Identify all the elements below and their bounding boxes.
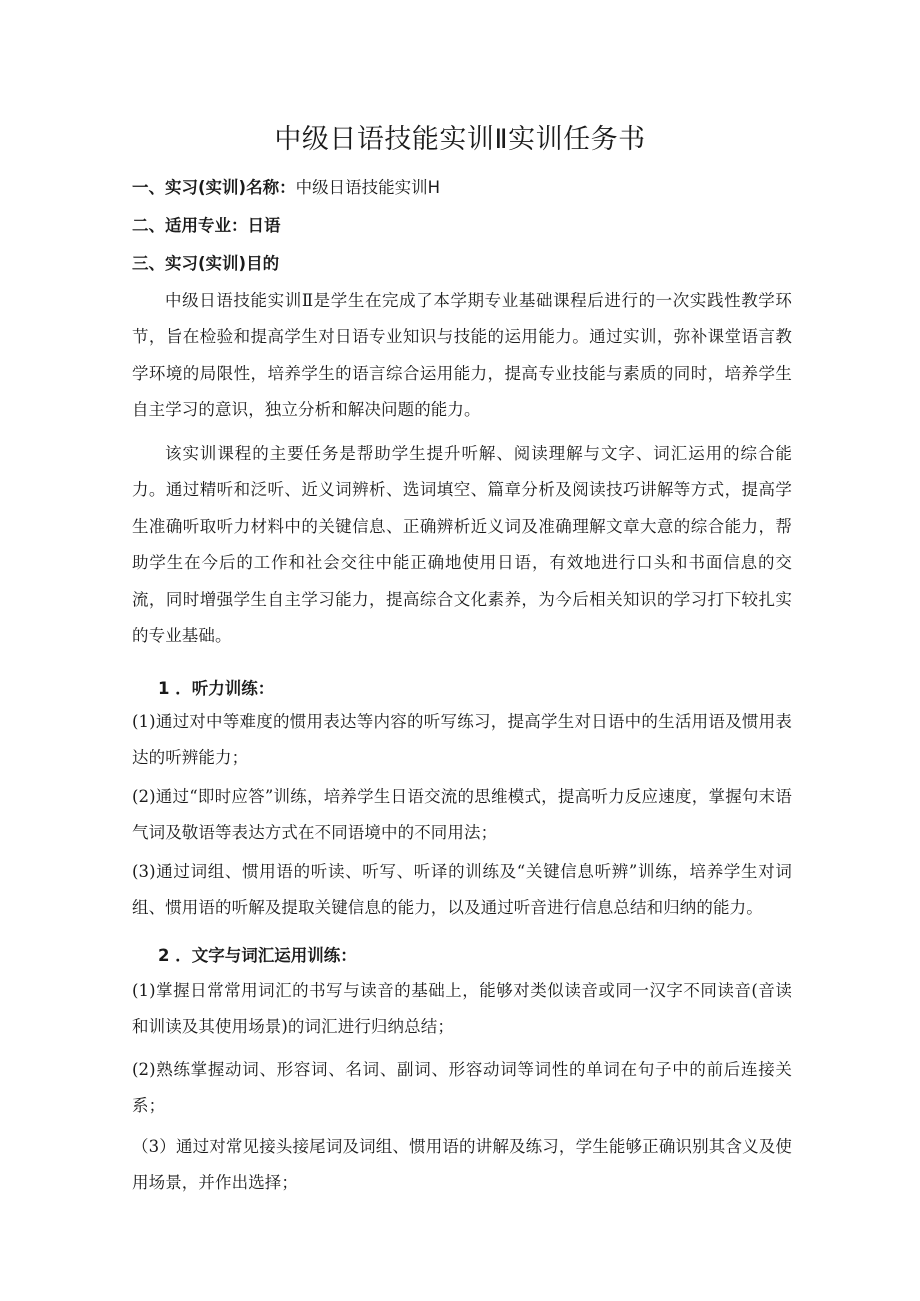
section-1-value: 中级日语技能实训H bbox=[295, 178, 441, 197]
document-title: 中级日语技能实训Ⅱ实训任务书 bbox=[274, 124, 646, 155]
section-3-heading bbox=[132, 252, 279, 276]
section-1-heading bbox=[132, 176, 440, 200]
listening-item-3: (3)通过词组、惯用语的听读、听写、听译的训练及“关键信息听辨”训练，培养学生对词组、惯用语的听解及提取关键信息的能力，以及通过听音进行信息总结和归纳的能力。 bbox=[132, 862, 792, 918]
section-3-label: 三、实习(实训)目的 bbox=[132, 254, 280, 273]
purpose-paragraph-2: 该实训课程的主要任务是帮助学生提升听解、阅读理解与文字、词汇运用的综合能力。通过精听和泛听、近义词辨析、选词填空、篇章分析及阅读技巧讲解等方式，提高学生准确听取听力材料中的关键信息、正确辨析近义词及准确理解文章大意的综合能力，帮助学生在今后的工作和社会交往中能正确地使用日语，有效地进行口头和书面信息的交流，同时增强学生自主学习能力，提高综合文化素养，为今后相关知识的学习打下较扎实的专业基础。 bbox=[132, 444, 792, 646]
vocabulary-item-2: (2)熟练掌握动词、形容词、名词、副词、形容动词等词性的单词在句子中的前后连接关系； bbox=[132, 1060, 792, 1116]
purpose-paragraph-1: 中级日语技能实训Ⅱ是学生在完成了本学期专业基础课程后进行的一次实践性教学环节，旨在检验和提高学生对日语专业知识与技能的运用能力。通过实训，弥补课堂语言教学环境的局限性，培养学生的语言综合运用能力，提高专业技能与素质的同时，培养学生自主学习的意识，独立分析和解决问题的能力。 bbox=[132, 291, 792, 420]
vocabulary-item-3: （3）通过对常见接头接尾词及词组、惯用语的讲解及练习，学生能够正确识别其含义及使用场景，并作出选择； bbox=[132, 1137, 792, 1193]
section-2-label: 二、适用专业：日语 bbox=[132, 216, 281, 235]
vocabulary-heading: 2 ．文字与词汇运用训练： bbox=[158, 946, 357, 965]
listening-item-2: (2)通过“即时应答”训练，培养学生日语交流的思维模式，提高听力反应速度，掌握句末语气词及敬语等表达方式在不同语境中的不同用法； bbox=[132, 787, 792, 843]
section-1-label: 一、实习(实训)名称： bbox=[132, 178, 296, 197]
section-2-heading bbox=[132, 214, 281, 238]
listening-heading: 1 ．听力训练： bbox=[158, 679, 275, 698]
listening-item-1: (1)通过对中等难度的惯用表达等内容的听写练习，提高学生对日语中的生活用语及惯用表达的听辨能力； bbox=[132, 712, 792, 768]
vocabulary-item-1: (1)掌握日常常用词汇的书写与读音的基础上，能够对类似读音或同一汉字不同读音(音读和训读及其使用场景)的词汇进行归纳总结； bbox=[132, 981, 792, 1037]
